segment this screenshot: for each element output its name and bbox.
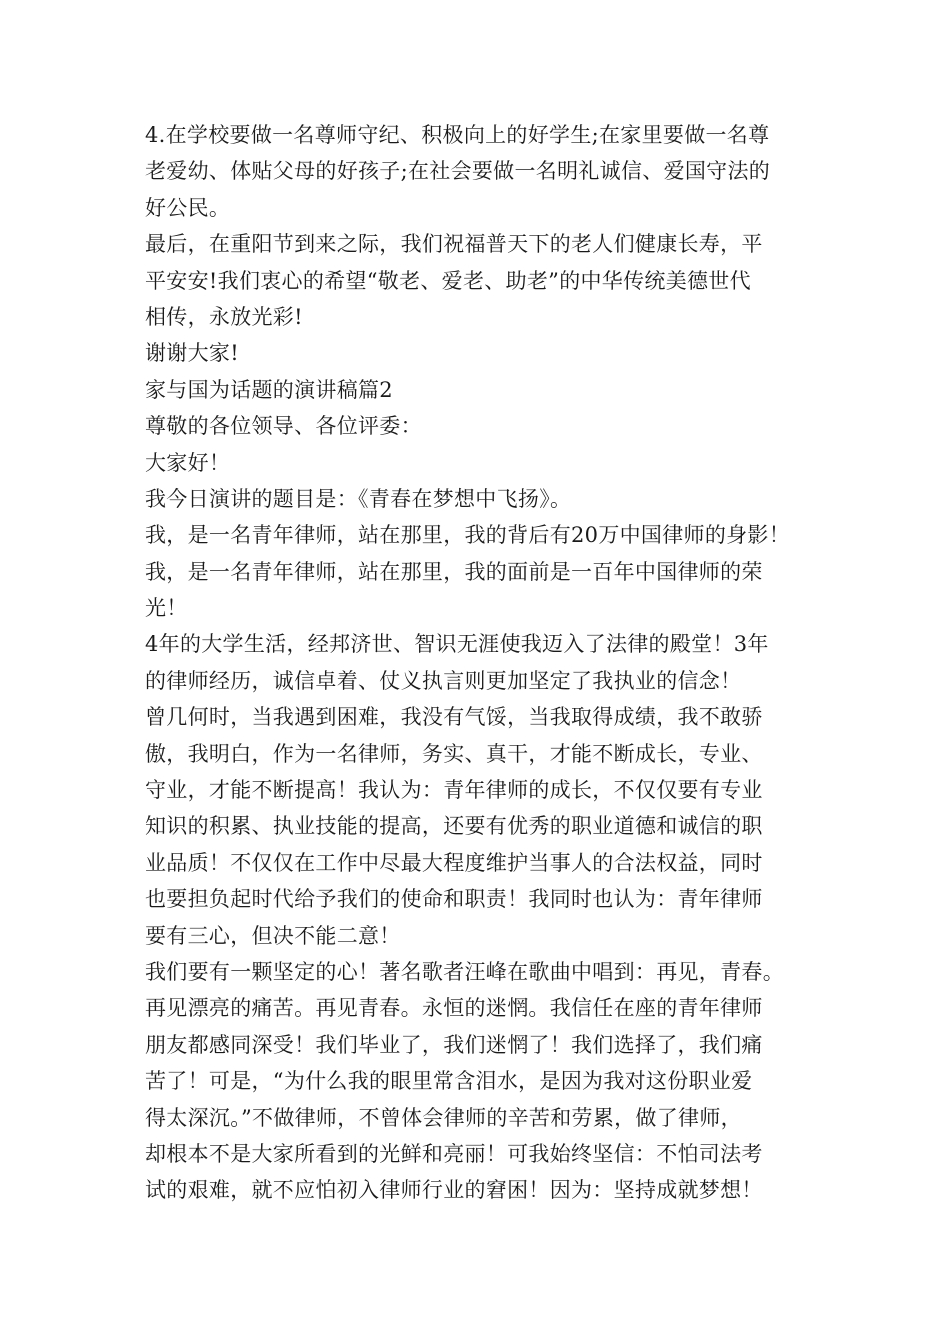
text-line: 4.在学校要做一名尊师守纪、积极向上的好学生;在家里要做一名尊 — [145, 123, 770, 147]
text-line: 相传，永放光彩! — [145, 304, 303, 329]
text-line: 朋友都感同深受！我们毕业了，我们迷惘了！我们选择了，我们痛 — [145, 1032, 763, 1057]
text-line: 苦了！可是，“为什么我的眼里常含泪水，是因为我对这份职业爱 — [145, 1069, 753, 1094]
text-line: 的律师经历，诚信卓着、仗义执言则更加坚定了我执业的信念！ — [145, 668, 742, 693]
text-line: 谢谢大家! — [145, 341, 239, 366]
text-line: 要有三心，但决不能二意！ — [145, 923, 401, 948]
text-line: 最后，在重阳节到来之际，我们祝福普天下的老人们健康长寿，平 — [145, 232, 763, 257]
text-line: 大家好！ — [145, 450, 231, 475]
text-line: 好公民。 — [145, 195, 231, 220]
text-line: 也要担负起时代给予我们的使命和职责！我同时也认为：青年律师 — [145, 887, 763, 912]
text-line: 再见漂亮的痛苦。再见青春。永恒的迷惘。我信任在座的青年律师 — [145, 996, 763, 1021]
text-line: 傲，我明白，作为一名律师，务实、真干，才能不断成长，专业、 — [145, 741, 763, 766]
text-line: 我们要有一颗坚定的心！著名歌者汪峰在歌曲中唱到：再见，青春。 — [145, 959, 784, 984]
text-line: 知识的积累、执业技能的提高，还要有优秀的职业道德和诚信的职 — [145, 814, 763, 839]
text-line: 业品质！不仅仅在工作中尽最大程度维护当事人的合法权益，同时 — [145, 850, 763, 875]
text-line: 平安安!我们衷心的希望“敬老、爱老、助老”的中华传统美德世代 — [145, 268, 751, 293]
text-line: 得太深沉。”不做律师，不曾体会律师的辛苦和劳累，做了律师， — [145, 1105, 742, 1130]
text-line: 4年的大学生活，经邦济世、智识无涯使我迈入了法律的殿堂！3年 — [145, 632, 769, 657]
text-line: 光！ — [145, 596, 188, 621]
section-heading: 家与国为话题的演讲稿篇2 — [145, 377, 393, 402]
text-line: 我今日演讲的题目是：《青春在梦想中飞扬》。 — [145, 486, 572, 511]
text-line: 试的艰难，就不应怕初入律师行业的窘困！因为：坚持成就梦想！ — [145, 1178, 763, 1203]
text-line: 老爱幼、体贴父母的好孩子;在社会要做一名明礼诚信、爱国守法的 — [145, 159, 771, 184]
text-line: 曾几何时，当我遇到困难，我没有气馁，当我取得成绩，我不敢骄 — [145, 705, 763, 730]
text-line: 我，是一名青年律师，站在那里，我的面前是一百年中国律师的荣 — [145, 559, 763, 584]
document-body — [145, 117, 835, 1209]
text-line: 尊敬的各位领导、各位评委： — [145, 414, 422, 439]
text-line: 我，是一名青年律师，站在那里，我的背后有20万中国律师的身影！ — [145, 523, 791, 548]
text-line: 守业，才能不断提高！我认为：青年律师的成长，不仅仅要有专业 — [145, 778, 763, 803]
text-line: 却根本不是大家所看到的光鲜和亮丽！可我始终坚信：不怕司法考 — [145, 1141, 763, 1166]
